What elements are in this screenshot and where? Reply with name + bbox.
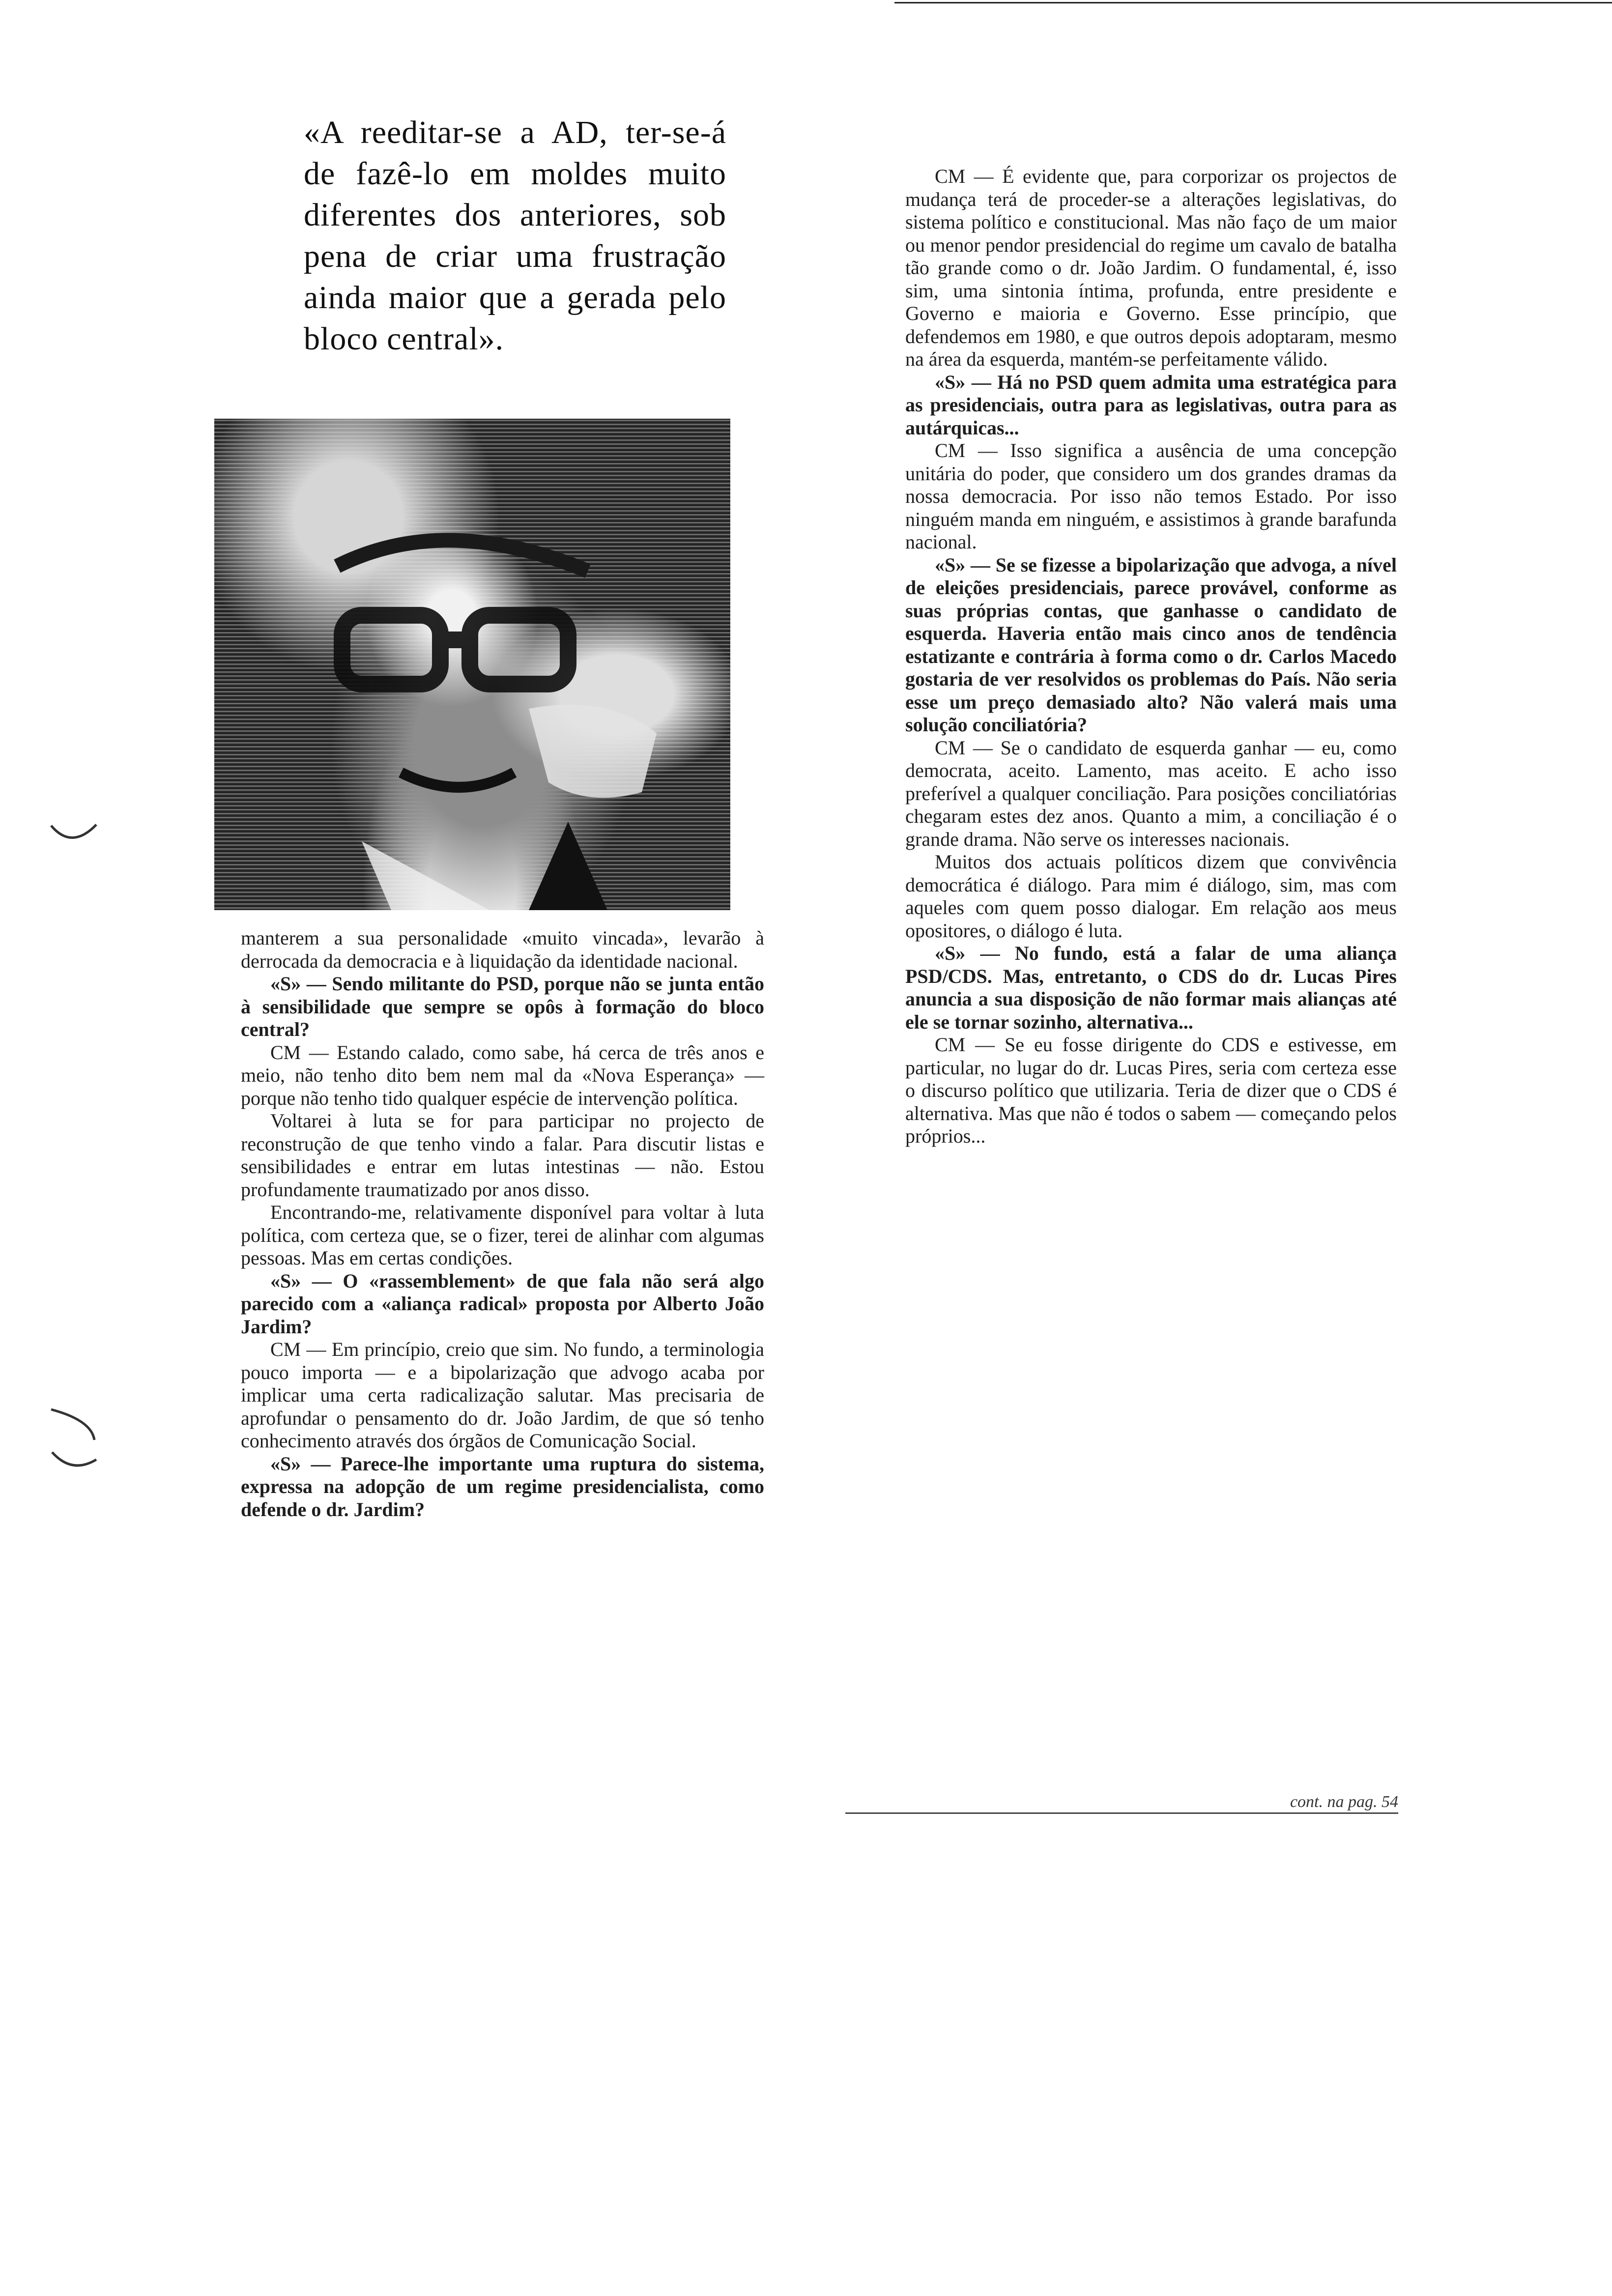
top-rule <box>894 2 1612 3</box>
answer: Encontrando-me, relativamente disponível para voltar à luta política, com certeza que, se o fizer, terei de alinhar com algumas pessoas. Mas em certas condições. <box>241 1201 764 1269</box>
answer: CM — É evidente que, para corporizar os projectos de mudança terá de proceder-se a alterações legislativas, do sistema político e constitucional. Mas não faço de um maior ou menor pendor presidencial do regime um cavalo de batalha tão grande como o dr. João Jardim. O fundamental, é, isso sim, uma sintonia íntima, profunda, entre presidente e Governo e maioria e Governo. Esse princípio, que defendemos em 1980, e que outros depois adoptaram, mesmo na área da esquerda, mantém-se perfeitamente válido. <box>905 165 1397 370</box>
question: «S» — Sendo militante do PSD, porque não se junta então à sensibilidade que sempre se opôs à formação do bloco central? <box>241 973 764 1040</box>
question: «S» — Parece-lhe importante uma ruptura do sistema, expressa na adopção de um regime presidencialista, como defende o dr. Jardim? <box>241 1452 764 1521</box>
continuation-note: cont. na pag. 54 <box>845 1793 1398 1814</box>
answer: Voltarei à luta se for para participar no projecto de reconstrução de que tenho vindo a falar. Para discutir listas e sensibilidades e entrar em lutas intestinas — não. Estou profundamente traumatizado por anos disso. <box>241 1110 764 1201</box>
paragraph: manterem a sua personalidade «muito vincada», levarão à derrocada da democracia e à liquidação da identidade nacional. <box>241 927 764 972</box>
question: «S» — O «rassemblement» de que fala não será algo parecido com a «aliança radical» proposta por Alberto João Jardim? <box>241 1269 764 1338</box>
answer: Muitos dos actuais políticos dizem que convivência democrática é diálogo. Para mim é diálogo, sim, mas com aqueles com quem posso dialogar. Em relação aos meus opositores, o diálogo é luta. <box>905 851 1397 942</box>
portrait-illustration <box>214 419 730 910</box>
scan-mark-icon <box>47 816 101 855</box>
answer: CM — Se o candidato de esquerda ganhar — eu, como democrata, aceito. Lamento, mas aceito. E acho isso preferível a qualquer conciliação. Para posições conciliatórias chegaram estes dez anos. Quanto a mim, a conciliação é o grande drama. Não serve os interesses nacionais. <box>905 736 1397 850</box>
right-column <box>905 165 1397 1148</box>
left-column <box>241 927 764 1521</box>
portrait-photo <box>214 419 730 910</box>
scan-mark-icon <box>47 1406 101 1479</box>
answer: CM — Se eu fosse dirigente do CDS e estivesse, em particular, no lugar do dr. Lucas Pires, seria com certeza esse o discurso político que utilizaria. Teria de dizer que o CDS é alternativa. Mas que não é todos o sabem — começando pelos próprios... <box>905 1033 1397 1147</box>
question: «S» — No fundo, está a falar de uma aliança PSD/CDS. Mas, entretanto, o CDS do dr. Lucas Pires anuncia a sua disposição de não formar mais alianças até ele se tornar sozinho, alternativa... <box>905 942 1397 1033</box>
answer: CM — Estando calado, como sabe, há cerca de três anos e meio, não tenho dito bem nem mal da «Nova Esperança» — porque não tenho tido qualquer espécie de intervenção política. <box>241 1041 764 1109</box>
question: «S» — Há no PSD quem admita uma estratégica para as presidenciais, outra para as legislativas, outra para as autárquicas... <box>905 371 1397 439</box>
pull-quote: «A reeditar-se a AD, ter-se-á de fazê-lo em moldes muito diferentes dos anteriores, sob pena de criar uma frustração ainda maior que a gerada pelo bloco central». <box>304 115 726 357</box>
question: «S» — Se se fizesse a bipolarização que advoga, a nível de eleições presidenciais, parece provável, conforme as suas próprias contas, que ganhasse o candidato de esquerda. Haveria então mais cinco anos de tendência estatizante e contrária à forma como o dr. Carlos Macedo gostaria de ver resolvidos os problemas do País. Não seria esse um preço demasiado alto? Não valerá mais uma solução conciliatória? <box>905 553 1397 736</box>
answer: CM — Em princípio, creio que sim. No fundo, a terminologia pouco importa — e a bipolarização que advogo acaba por implicar uma certa radicalização salutar. Mas precisaria de aprofundar o pensamento do dr. João Jardim, de que só tenho conhecimento através dos órgãos de Comunicação Social. <box>241 1338 764 1452</box>
answer: CM — Isso significa a ausência de uma concepção unitária do poder, que considero um dos grandes dramas da nossa democracia. Por isso não temos Estado. Por isso ninguém manda em ninguém, e assistimos à grande barafunda nacional. <box>905 439 1397 553</box>
